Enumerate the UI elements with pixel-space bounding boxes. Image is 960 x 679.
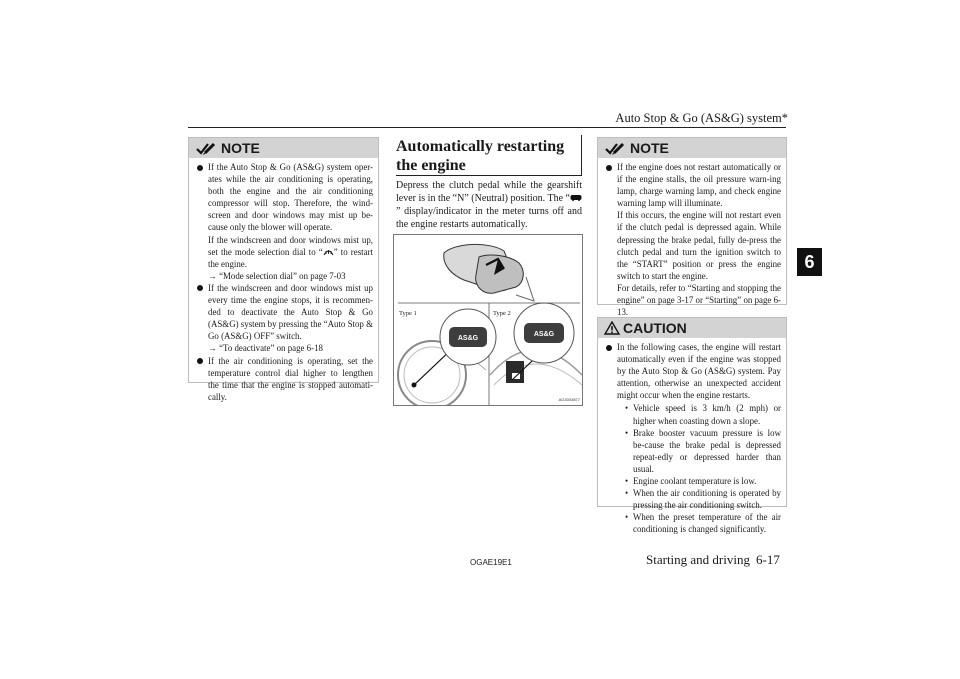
caution-case: • When the air conditioning is operated by pressing the air conditioning switch.: [625, 487, 781, 511]
warning-icon: [604, 321, 620, 335]
note-paragraph: [208, 234, 373, 270]
asg-indicator-icon: [570, 194, 582, 201]
note-pencil-icon: [604, 142, 626, 155]
caution-case-list: [625, 402, 781, 535]
note-box-right: [597, 137, 787, 318]
caution-case: • Vehicle speed is 3 km/h (2 mph) or higher when coasting down a slope.: [625, 402, 781, 426]
indicator-label-type1: AS&G: [457, 335, 479, 342]
caution-case: • When the preset temperature of the air conditioning is changed significantly.: [625, 511, 781, 535]
page-header-title: Auto Stop & Go (AS&G) system*: [615, 111, 788, 125]
note-paragraph: If the air conditioning is operating, set the temperature control dial higher to lengthen the time that the engine is stopped automati-cally.: [208, 355, 373, 402]
note-heading: NOTE: [221, 140, 260, 156]
note-heading: NOTE: [630, 140, 669, 156]
note-paragraph: If the windscreen and door windows mist up every time the engine stops, it is recommen-ded to deactivate the Auto Stop & Go (AS&G) system by pressing the “Auto Stop & Go (AS&G) OFF” switch.: [208, 282, 373, 342]
note-text: ” to restart the engine.: [208, 246, 373, 269]
body-text: Depress the clutch pedal while the gearshift lever is in the “N” (Neutral) position. The “: [396, 180, 582, 204]
type2-label: Type 2: [493, 310, 511, 317]
note-header: [598, 138, 786, 158]
note-paragraph: For details, refer to “Starting and stopping the engine” on page 3-17 or “Starting” on page 6-13.: [617, 282, 781, 318]
caution-intro: In the following cases, the engine will restart automatically even if the engine was stopped by the Auto Stop & Go (AS&G) system. Pay attention, otherwise an unexpected accident might occur when the engine restarts.: [617, 342, 781, 401]
indicator-label-type2: AS&G: [533, 331, 555, 338]
list-item: [605, 161, 781, 318]
figure-code: AG3003877: [558, 397, 580, 402]
caution-case: • Brake booster vacuum pressure is low be-cause the brake pedal is depressed repeat-edly or depressed harder than usual.: [625, 427, 781, 475]
caution-box: [597, 317, 787, 535]
heading-rule-vertical: [581, 135, 582, 176]
note-right-content: [598, 158, 786, 318]
list-item: [605, 341, 781, 536]
defrost-icon: [323, 248, 334, 256]
note-paragraph: If the engine does not restart automatically or if the engine stalls, the oil pressure warn-ing lamp, charge warning lamp, and check engine warning lamp will illuminate.: [617, 162, 781, 209]
list-item: [196, 161, 373, 282]
caution-content: [598, 338, 786, 536]
page-number: 6-17: [756, 552, 780, 567]
list-item: [196, 355, 373, 403]
list-item: [196, 282, 373, 355]
cross-reference: → “Mode selection dial” on page 7-03: [208, 270, 346, 281]
body-text: ” display/indicator in the meter turns off and the engine restarts automatically.: [396, 205, 582, 230]
section-body: [396, 180, 582, 232]
note-left-content: [189, 158, 378, 403]
caution-heading: CAUTION: [623, 320, 687, 336]
footer-section: Starting and driving: [646, 552, 750, 567]
type1-label: Type 1: [399, 310, 417, 317]
footer-code: OGAE19E1: [470, 558, 512, 567]
note-paragraph: If this occurs, the engine will not restart even if the clutch pedal is depressed again. While depressing the brake pedal, fully de-press the clutch pedal and turn the ignition switch to the “START” position or press the engine switch to start the engine.: [617, 210, 781, 281]
note-paragraph: If the Auto Stop & Go (AS&G) system oper-ates while the air conditioning is operating, both the engine and the air conditioning compressor will stop. Therefore, the wind-screen and door windows may mist up be-cause only the blower will operate.: [208, 162, 373, 233]
chapter-tab: 6: [797, 248, 822, 276]
restart-illustration: [393, 234, 583, 406]
cross-reference: → “To deactivate” on page 6-18: [208, 343, 323, 354]
note-box-left: [188, 137, 379, 402]
section-heading: Automatically restarting the engine: [396, 138, 565, 174]
note-header: [189, 138, 378, 158]
caution-header: [598, 318, 786, 338]
header-rule: [188, 127, 786, 128]
heading-rule: [396, 175, 582, 176]
note-text: If the windscreen and door windows mist up, set the mode selection dial to “: [208, 234, 373, 257]
caution-case: • Engine coolant temperature is low.: [625, 475, 781, 487]
note-pencil-icon: [195, 142, 217, 155]
illustration-drawing: [394, 235, 583, 406]
